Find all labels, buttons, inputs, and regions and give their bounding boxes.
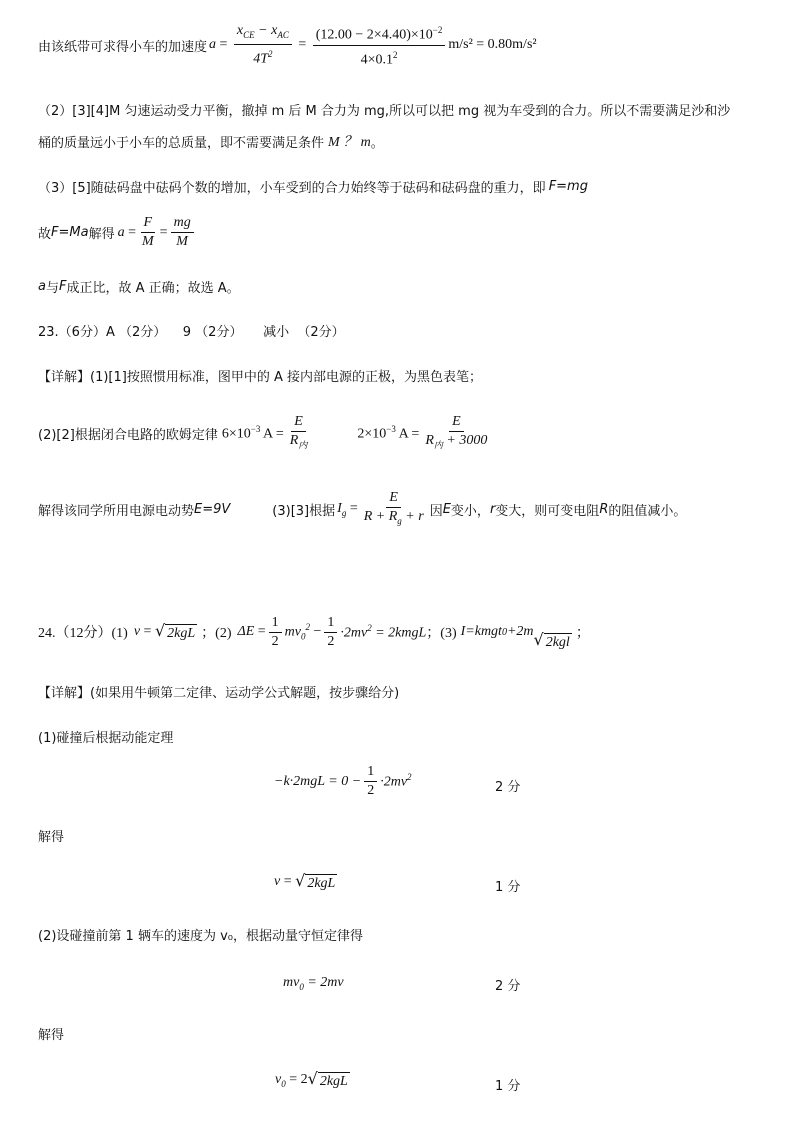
score-label: 1 分 [495, 880, 521, 895]
ohm-law-line: (2)[2]根据闭合电路的欧姆定律 $6\times 10^{-3}$ A = $\frac{E}{R_内}$ $2\times 10^{-3}$ A = $\frac{E}{R_内 + 3000}$ [38, 414, 488, 450]
detail-24-heading: 【详解】(如果用牛顿第二定律、运动学公式解题，按步骤给分) [38, 686, 400, 701]
acceleration-line: 由该纸带可求得小车的加速度 a = $\frac{x_{CE} - x_{AC}}{4T^2}$ = $\frac{(12.00 - 2\times 4.40)\times 10^{-2}}{4\times 0.1^2}$ m/s² = 0.80m/s² [38, 22, 537, 68]
conclusion-line: a 与 F 成正比，故 A 正确；故选 A。 [38, 279, 240, 296]
emf-result-line: 解得该同学所用电源电动势 E=9V (3)[3]根据 $I_g$ = $\frac{E}{R + R_g + r}$ 因 E 变小， r 变大，则可变电阻 R 的阻值减小。 [38, 490, 687, 526]
detail-23-1: 【详解】(1)[1]按照惯用标准，图甲中的 A 接内部电源的正极，为黑色表笔； [38, 370, 482, 385]
acceleration-fraction: $\frac{x_{CE} - x_{AC}}{4T^2}$ [234, 23, 292, 67]
solve-label: 解得 [38, 830, 65, 845]
acceleration-numeric-fraction: $\frac{(12.00 - 2\times 4.40)\times 10^{-2}}{4\times 0.1^2}$ [313, 22, 446, 68]
kinetic-energy-equation: −k·2mgL = 0 − $\frac{1}{2}$ $\cdot 2mv^2$ [274, 764, 412, 798]
score-label: 2 分 [495, 780, 521, 795]
newton-law-line: 故 F=Ma 解得 a = $\frac{F}{M}$ = $\frac{mg}{M}$ [38, 215, 197, 250]
initial-velocity-equation: $v_0$ = 2 √ 2kgL [275, 1069, 348, 1089]
detail-24-part-1: (1)碰撞后根据动能定理 [38, 731, 174, 746]
solve-label: 解得 [38, 1028, 65, 1043]
acceleration-result: m/s² = 0.80m/s² [448, 37, 537, 53]
question-24-answers: 24.（12分）(1) v = √ 2kgL ；(2) ΔE = $\frac{1}{2}$ $mv_0^2$ − $\frac{1}{2}$ $\cdot 2mv^2$ = 2kmgL ；(3) I=kmgt 0 +2m √ 2kgl ； [38, 614, 590, 650]
question-23-answers: 23.（6分）A （2分） 9 （2分） 减小 （2分） [38, 325, 345, 340]
score-label: 2 分 [495, 979, 521, 994]
velocity-equation: v = √ 2kgL [274, 871, 336, 891]
paragraph-2-line-2: 桶的质量远小于小车的总质量，即不需要满足条件 M ？ m 。 [38, 135, 384, 151]
paragraph-3: （3）[5]随砝码盘中砝码个数的增加，小车受到的合力始终等于砝码和砝码盘的重力，即 F=mg [38, 179, 588, 196]
score-label: 1 分 [495, 1079, 521, 1094]
detail-24-part-2: (2)设碰撞前第 1 辆车的速度为 v₀，根据动量守恒定律得 [38, 929, 363, 944]
momentum-equation: $mv_0 = 2mv$ [283, 975, 344, 992]
paragraph-2-line-1: （2）[3][4]M 匀速运动受力平衡，撤掉 m 后 M 合力为 mg,所以可以把 mg 视为车受到的合力。所以不需要满足沙和沙 [38, 104, 731, 119]
